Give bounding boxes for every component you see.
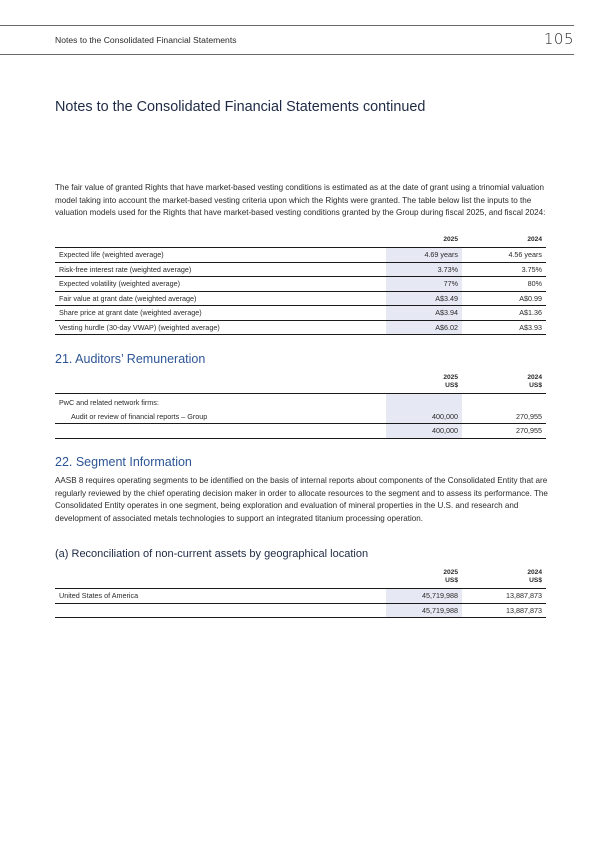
row-label: Expected life (weighted average) [55, 248, 386, 263]
value-2025: A$3.94 [386, 306, 462, 321]
value-2024: A$3.93 [470, 320, 546, 335]
running-header-title: Notes to the Consolidated Financial Statements [55, 35, 237, 45]
header-bottom-rule [0, 54, 574, 55]
section-22-heading: 22. Segment Information [55, 455, 192, 469]
auditors-remuneration-table [55, 374, 546, 439]
value-2024: 80% [470, 277, 546, 292]
page-title: Notes to the Consolidated Financial Statements continued [55, 99, 426, 115]
row-label: Audit or review of financial reports – Group [55, 410, 386, 424]
table-header-row [55, 236, 546, 248]
value-2025: 3.73% [386, 262, 462, 277]
page-number: 105 [543, 30, 574, 48]
table-row [55, 306, 546, 321]
column-header-2024: 2024 [470, 236, 546, 248]
row-label: Expected volatility (weighted average) [55, 277, 386, 292]
value-2025: A$6.02 [386, 320, 462, 335]
table-header-row [55, 569, 546, 589]
section-21-heading: 21. Auditors’ Remuneration [55, 352, 206, 366]
row-label: Risk-free interest rate (weighted average) [55, 262, 386, 277]
row-label: United States of America [55, 589, 386, 604]
header-top-rule [0, 25, 574, 26]
value-2025: 400,000 [386, 410, 462, 424]
table-row [55, 589, 546, 604]
table-row [55, 320, 546, 335]
total-row [55, 424, 546, 439]
column-header-2024: 2024 US$ [470, 569, 546, 589]
column-header-2025: 2025 [386, 236, 462, 248]
non-current-assets-table [55, 569, 546, 618]
intro-paragraph: The fair value of granted Rights that have market-based vesting conditions is estimated as at the date of grant using a trinomial valuation model taking into account the market-based vesting criteria upon which the Rights were granted. The table below list the inputs to the valuation models used for the Rights that have market-based vesting conditions granted by the Group during fiscal 2025, and fiscal 2024: [55, 183, 546, 218]
value-2024: A$0.99 [470, 291, 546, 306]
table-row [55, 262, 546, 277]
valuation-inputs-table [55, 236, 546, 335]
subsection-a-heading: (a) Reconciliation of non-current assets by geographical location [55, 548, 369, 560]
total-2025: 400,000 [386, 424, 462, 439]
value-2024: 4.56 years [470, 248, 546, 263]
table-row [55, 248, 546, 263]
column-header-2025: 2025 US$ [386, 374, 462, 394]
value-2025: 4.69 years [386, 248, 462, 263]
value-2025: A$3.49 [386, 291, 462, 306]
table-group-row [55, 394, 546, 410]
row-label: Fair value at grant date (weighted average) [55, 291, 386, 306]
column-header-2024: 2024 US$ [470, 374, 546, 394]
row-label: Vesting hurdle (30-day VWAP) (weighted average) [55, 320, 386, 335]
table-row [55, 410, 546, 424]
total-2024: 270,955 [470, 424, 546, 439]
value-2025: 45,719,988 [386, 589, 462, 604]
value-2024: A$1.36 [470, 306, 546, 321]
segment-paragraph: AASB 8 requires operating segments to be identified on the basis of internal reports about components of the Consolidated Entity that are regularly reviewed by the chief operating decision maker in order to allocate resources to the segment and to assess its performance. The Consolidated Entity operates in one segment, being exploration and evaluation of mineral properties in the U.S. and research and development of associated metals technologies to support an integrated titanium processing operation. [55, 476, 548, 523]
table-row [55, 277, 546, 292]
value-2025: 77% [386, 277, 462, 292]
total-2024: 13,887,873 [470, 603, 546, 618]
column-header-2025: 2025 US$ [386, 569, 462, 589]
group-label: PwC and related network firms: [59, 398, 159, 408]
total-2025: 45,719,988 [386, 603, 462, 618]
value-2024: 270,955 [470, 410, 546, 424]
total-row [55, 603, 546, 618]
value-2024: 3.75% [470, 262, 546, 277]
table-header-row [55, 374, 546, 394]
row-label: Share price at grant date (weighted average) [55, 306, 386, 321]
table-row [55, 291, 546, 306]
value-2024: 13,887,873 [470, 589, 546, 604]
